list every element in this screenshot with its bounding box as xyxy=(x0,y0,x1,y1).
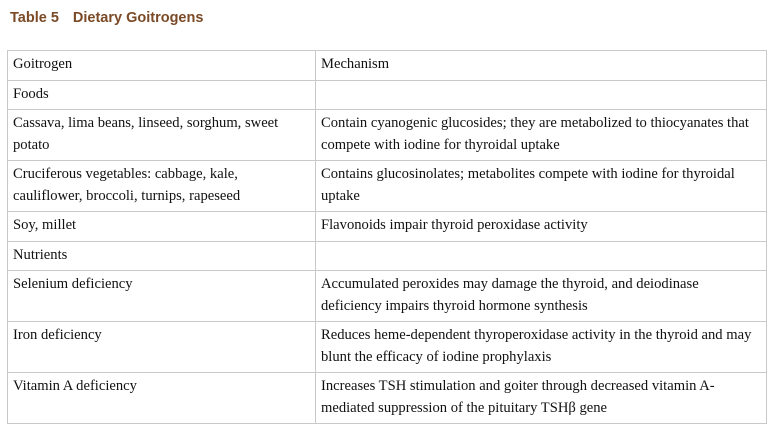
table-row xyxy=(8,373,767,424)
table-header-row xyxy=(8,51,767,81)
mechanism-cell: Accumulated peroxides may damage the thyroid, and deiodinase deficiency impairs thyroid hormone synthesis xyxy=(316,271,767,322)
column-header-mechanism: Mechanism xyxy=(316,51,767,81)
mechanism-cell xyxy=(316,241,767,271)
mechanism-cell: Reduces heme-dependent thyroperoxidase activity in the thyroid and may blunt the efficacy of iodine prophylaxis xyxy=(316,322,767,373)
goitrogen-cell: Vitamin A deficiency xyxy=(8,373,316,424)
mechanism-cell xyxy=(316,80,767,110)
table-row xyxy=(8,161,767,212)
goitrogen-cell: Selenium deficiency xyxy=(8,271,316,322)
table-number: Table 5 xyxy=(10,10,59,26)
table-row xyxy=(8,212,767,242)
goitrogen-cell: Nutrients xyxy=(8,241,316,271)
column-header-goitrogen: Goitrogen xyxy=(8,51,316,81)
goitrogen-cell: Soy, millet xyxy=(8,212,316,242)
table-title: Dietary Goitrogens xyxy=(72,10,204,26)
goitrogen-cell: Foods xyxy=(8,80,316,110)
mechanism-cell: Contain cyanogenic glucosides; they are metabolized to thiocyanates that compete with iodine for thyroidal uptake xyxy=(316,110,767,161)
table-caption xyxy=(10,9,203,27)
table-row xyxy=(8,80,767,110)
goitrogen-cell: Cassava, lima beans, linseed, sorghum, sweet potato xyxy=(8,110,316,161)
goitrogen-cell: Cruciferous vegetables: cabbage, kale, cauliflower, broccoli, turnips, rapeseed xyxy=(8,161,316,212)
table-row xyxy=(8,322,767,373)
table-row xyxy=(8,271,767,322)
goitrogen-cell: Iron deficiency xyxy=(8,322,316,373)
mechanism-cell: Increases TSH stimulation and goiter through decreased vitamin A-mediated suppression of the pituitary TSHβ gene xyxy=(316,373,767,424)
table-row xyxy=(8,241,767,271)
table-row xyxy=(8,110,767,161)
goitrogens-table xyxy=(7,50,767,424)
mechanism-cell: Contains glucosinolates; metabolites compete with iodine for thyroidal uptake xyxy=(316,161,767,212)
mechanism-cell: Flavonoids impair thyroid peroxidase activity xyxy=(316,212,767,242)
